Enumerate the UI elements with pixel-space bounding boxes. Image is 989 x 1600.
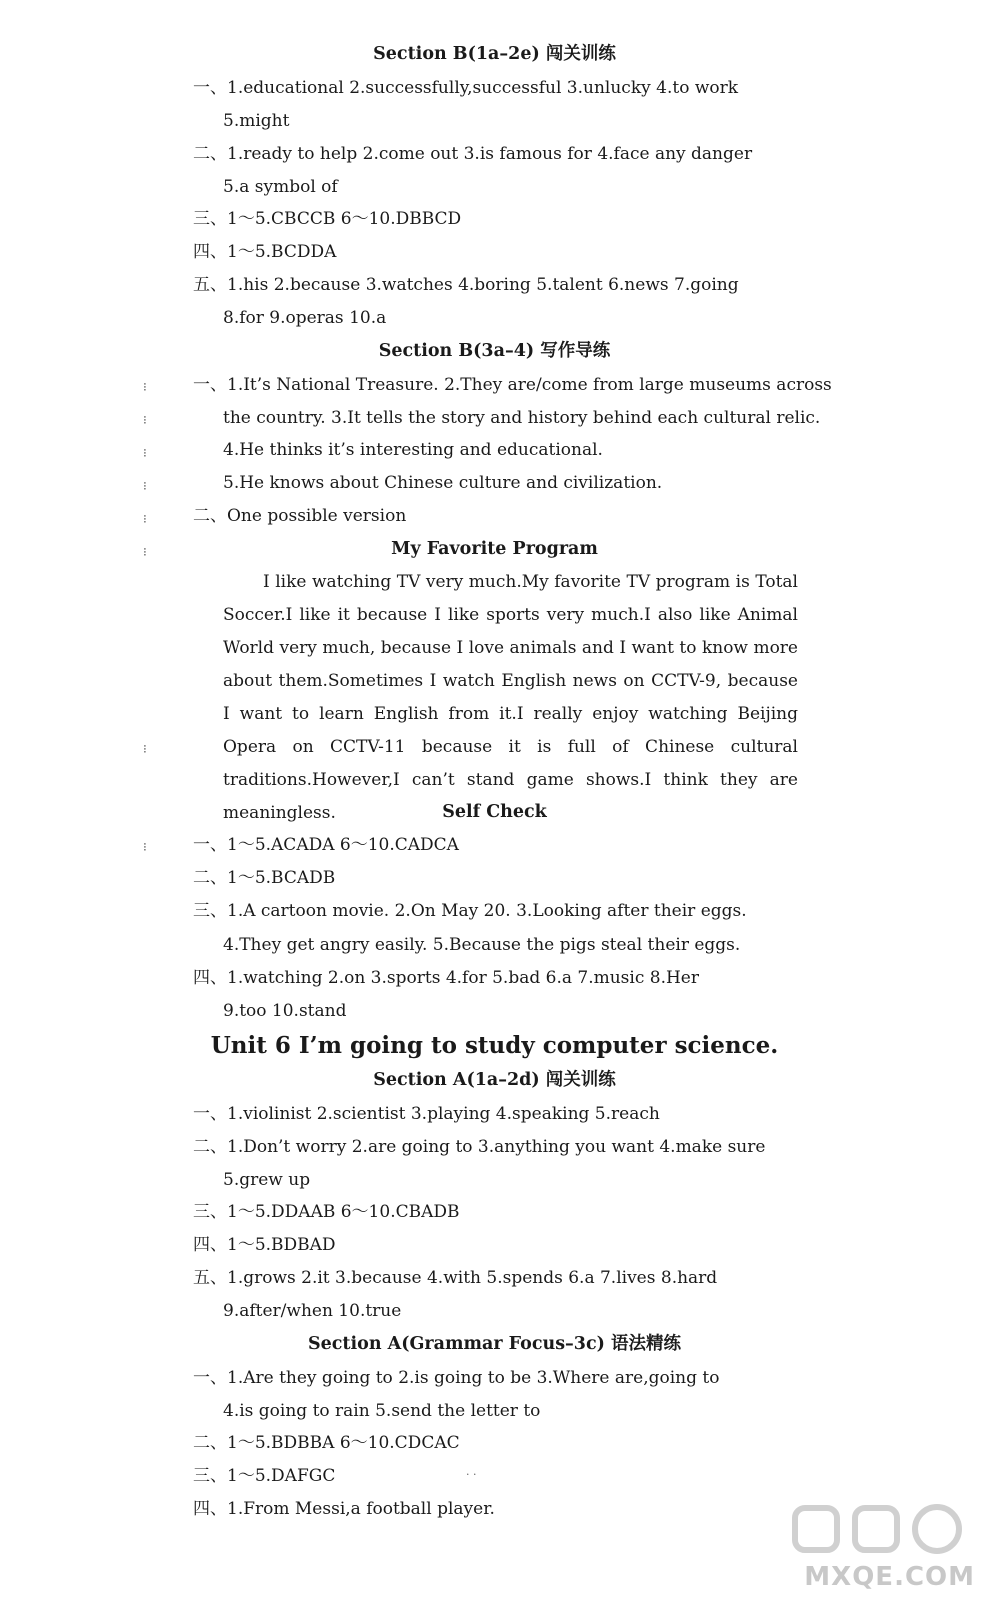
margin-mark: ⁝	[143, 742, 147, 756]
unit-title: Unit 6 I’m going to study computer science.	[210, 1032, 779, 1059]
answer-line: 9.after/when 10.true	[223, 1301, 402, 1321]
answer-line: 五、1.grows 2.it 3.because 4.with 5.spends 6.a 7.lives 8.hard	[193, 1268, 718, 1288]
answer-line: 5.a symbol of	[223, 177, 338, 197]
answer-line: 四、1～5.BDBAD	[193, 1235, 336, 1255]
margin-mark: ⁝	[143, 413, 147, 427]
section-a-1a-2d-title: Section A(1a–2d) 闯关训练	[373, 1070, 616, 1090]
answer-line: 二、1.ready to help 2.come out 3.is famous for 4.face any danger	[193, 144, 753, 164]
answer-line: 5.grew up	[223, 1170, 311, 1190]
margin-mark: ⁝	[143, 479, 147, 493]
margin-mark: ⁝	[143, 446, 147, 460]
answer-line: 一、1.It’s National Treasure. 2.They are/come from large museums across	[193, 375, 832, 395]
answer-line: 9.too 10.stand	[223, 1001, 347, 1021]
answer-line: 五、1.his 2.because 3.watches 4.boring 5.talent 6.news 7.going	[193, 275, 739, 295]
answer-line: 二、1.Don’t worry 2.are going to 3.anything you want 4.make sure	[193, 1137, 766, 1157]
answer-line: 4.He thinks it’s interesting and educational.	[223, 440, 603, 460]
margin-mark: ⁝	[143, 512, 147, 526]
answer-line: 一、1～5.ACADA 6～10.CADCA	[193, 835, 459, 855]
section-a-grammar-title: Section A(Grammar Focus–3c) 语法精练	[307, 1334, 682, 1354]
answer-line: 二、1～5.BCADB	[193, 868, 336, 888]
answer-line: 四、1.From Messi,a football player.	[193, 1499, 495, 1519]
answer-line: 5.He knows about Chinese culture and civilization.	[223, 473, 663, 493]
watermark-text: MXQE.COM	[804, 1562, 975, 1592]
essay-paragraph: I like watching TV very much.My favorite TV program is Total Soccer.I like it because I like sports very much.I also like Animal World very much, because I love animals and I want to know more about them.Sometimes I watch English news on CCTV-9, because I want to learn English from it.I really enjoy watching Beijing Opera on CCTV-11 because it is full of Chinese cultural traditions.However,I can’t stand game shows.I think they are meaningless.	[223, 572, 798, 823]
margin-mark: ⁝	[143, 380, 147, 394]
answer-line: 三、1.A cartoon movie. 2.On May 20. 3.Looking after their eggs.	[193, 901, 747, 921]
margin-mark: ⁝	[143, 545, 147, 559]
answer-line: 一、1.Are they going to 2.is going to be 3.Where are,going to	[193, 1368, 720, 1388]
essay-title: My Favorite Program	[391, 539, 598, 559]
answer-line: 二、1～5.BDBBA 6～10.CDCAC	[193, 1433, 460, 1453]
answer-line: 四、1.watching 2.on 3.sports 4.for 5.bad 6.a 7.music 8.Her	[193, 968, 699, 988]
answer-line: 4.is going to rain 5.send the letter to	[223, 1401, 541, 1421]
margin-mark: ⁝	[143, 840, 147, 854]
answer-line: 一、1.violinist 2.scientist 3.playing 4.speaking 5.reach	[193, 1104, 660, 1124]
section-b-3a-4-title: Section B(3a–4) 写作导练	[378, 341, 611, 361]
answer-line: 三、1～5.CBCCB 6～10.DBBCD	[193, 209, 462, 229]
self-check-title: Self Check	[442, 802, 547, 822]
answer-line: the country. 3.It tells the story and history behind each cultural relic.	[223, 408, 821, 428]
answer-line: 一、1.educational 2.successfully,successful 3.unlucky 4.to work	[193, 78, 739, 98]
answer-line: 三、1～5.DDAAB 6～10.CBADB	[193, 1202, 460, 1222]
answer-line: 二、One possible version	[193, 506, 407, 526]
answer-line: 四、1～5.BCDDA	[193, 242, 337, 262]
answer-line: 5.might	[223, 111, 290, 131]
answer-line: 8.for 9.operas 10.a	[223, 308, 387, 328]
answer-line: 4.They get angry easily. 5.Because the pigs steal their eggs.	[223, 935, 741, 955]
section-b-1a-2e-title: Section B(1a–2e) 闯关训练	[373, 44, 616, 64]
page-number: · ·	[466, 1468, 477, 1481]
answer-line: 三、1～5.DAFGC	[193, 1466, 336, 1486]
